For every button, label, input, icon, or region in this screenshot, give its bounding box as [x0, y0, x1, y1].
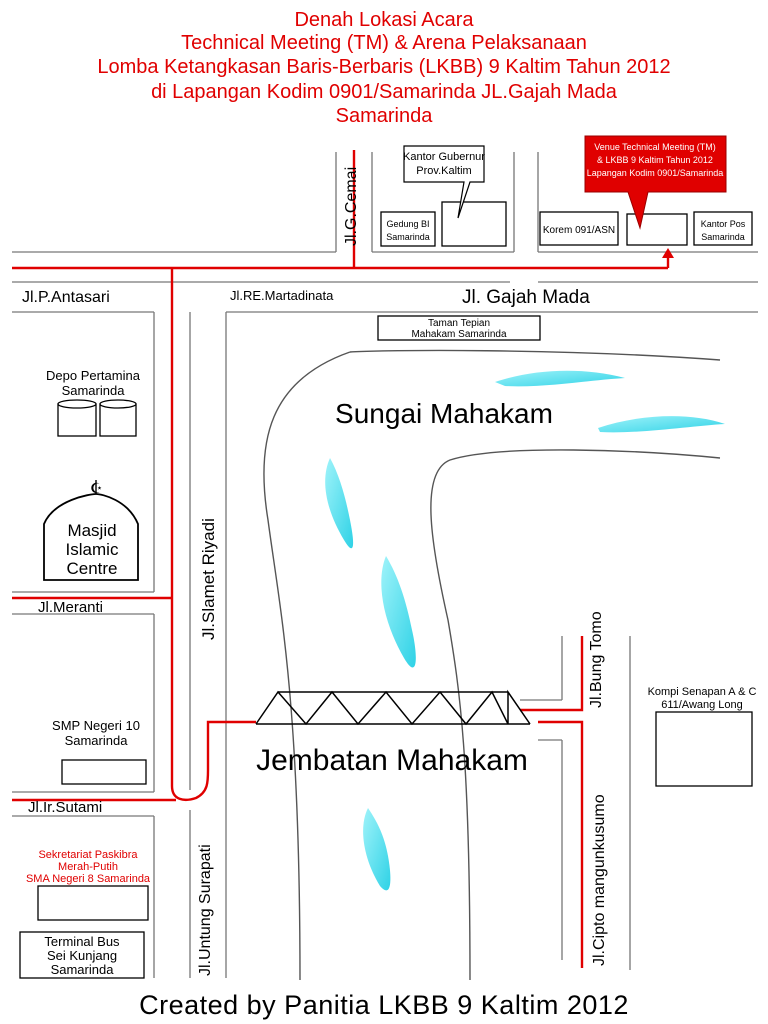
sekretariat-label-3: SMA Negeri 8 Samarinda	[25, 873, 151, 885]
street-slamet-riyadi: Jl.Slamet Riyadi	[199, 518, 218, 640]
depo-label-1: Depo Pertamina	[46, 368, 140, 383]
sekretariat-label-1: Sekretariat Paskibra	[38, 849, 138, 861]
depo-tanks	[58, 400, 136, 436]
kantor-pos-label-2: Samarinda	[701, 232, 745, 242]
water-ripples	[325, 371, 725, 891]
terminal-label-1: Terminal Bus	[44, 934, 120, 949]
title-line-1: Denah Lokasi Acara	[294, 9, 474, 31]
sekretariat-label-2: Merah-Putih	[58, 861, 118, 873]
taman-tepian-label-1: Taman Tepian	[427, 318, 491, 329]
title-line-3: Lomba Ketangkasan Baris-Berbaris (LKBB) 9 Kaltim Tahun 2012	[97, 56, 671, 78]
masjid-label-2: Islamic	[65, 540, 119, 559]
sekretariat-building	[38, 886, 148, 920]
venue-callout-line-3: Lapangan Kodim 0901/Samarinda	[586, 168, 724, 178]
title-line-4: di Lapangan Kodim 0901/Samarinda JL.Gajah Mada	[151, 81, 617, 103]
street-cipto: Jl.Cipto mangunkusumo	[591, 794, 608, 966]
river-name: Sungai Mahakam	[335, 398, 553, 429]
river-banks	[264, 350, 720, 980]
street-ir-sutami: Jl.Ir.Sutami	[28, 799, 103, 816]
footer-credit: Created by Panitia LKBB 9 Kaltim 2012	[139, 990, 629, 1020]
street-g-cemai: Jl.G.Cemai	[343, 166, 360, 246]
title-line-5: Samarinda	[335, 105, 433, 127]
route-arrow-icon	[662, 248, 674, 258]
terminal-label-2: Sei Kunjang	[46, 948, 118, 963]
terminal-label-3: Samarinda	[50, 962, 114, 977]
crescent-icon: ☪	[90, 480, 103, 496]
kompi-label-1: Kompi Senapan A & C	[647, 686, 757, 698]
smp-label-1: SMP Negeri 10	[52, 718, 140, 733]
street-meranti: Jl.Meranti	[38, 599, 104, 616]
street-untung-surapati: Jl.Untung Surapati	[197, 844, 214, 976]
smp-building	[62, 760, 146, 784]
kantor-gubernur-label-1: Kantor Gubernur	[403, 151, 485, 163]
street-gajah-mada: Jl. Gajah Mada	[462, 287, 590, 308]
title-line-2: Technical Meeting (TM) & Arena Pelaksanaan	[181, 32, 587, 54]
bridge-truss	[256, 692, 530, 724]
masjid-label-1: Masjid	[67, 521, 117, 540]
kantor-gubernur-label-2: Prov.Kaltim	[416, 165, 472, 177]
bridge-name: Jembatan Mahakam	[256, 744, 528, 777]
street-re-martadinata: Jl.RE.Martadinata	[230, 288, 334, 303]
street-bung-tomo: Jl.Bung Tomo	[588, 611, 605, 708]
street-p-antasari: Jl.P.Antasari	[22, 289, 110, 306]
venue-callout-line-1: Venue Technical Meeting (TM)	[594, 142, 716, 152]
kodim-field-building	[627, 214, 687, 245]
kompi-label-2: 611/Awang Long	[661, 699, 743, 711]
depo-label-2: Samarinda	[61, 383, 125, 398]
smp-label-2: Samarinda	[64, 733, 128, 748]
masjid-label-3: Centre	[66, 559, 118, 578]
gedung-bi-label-1: Gedung BI	[386, 219, 430, 229]
kantor-gubernur-building	[442, 202, 506, 246]
kantor-pos-label-1: Kantor Pos	[700, 219, 746, 229]
venue-callout-line-2: & LKBB 9 Kaltim Tahun 2012	[597, 155, 713, 165]
gedung-bi-label-2: Samarinda	[386, 232, 430, 242]
korem-label: Korem 091/ASN	[542, 225, 616, 236]
kompi-building	[656, 712, 752, 786]
taman-tepian-label-2: Mahakam Samarinda	[411, 329, 507, 340]
